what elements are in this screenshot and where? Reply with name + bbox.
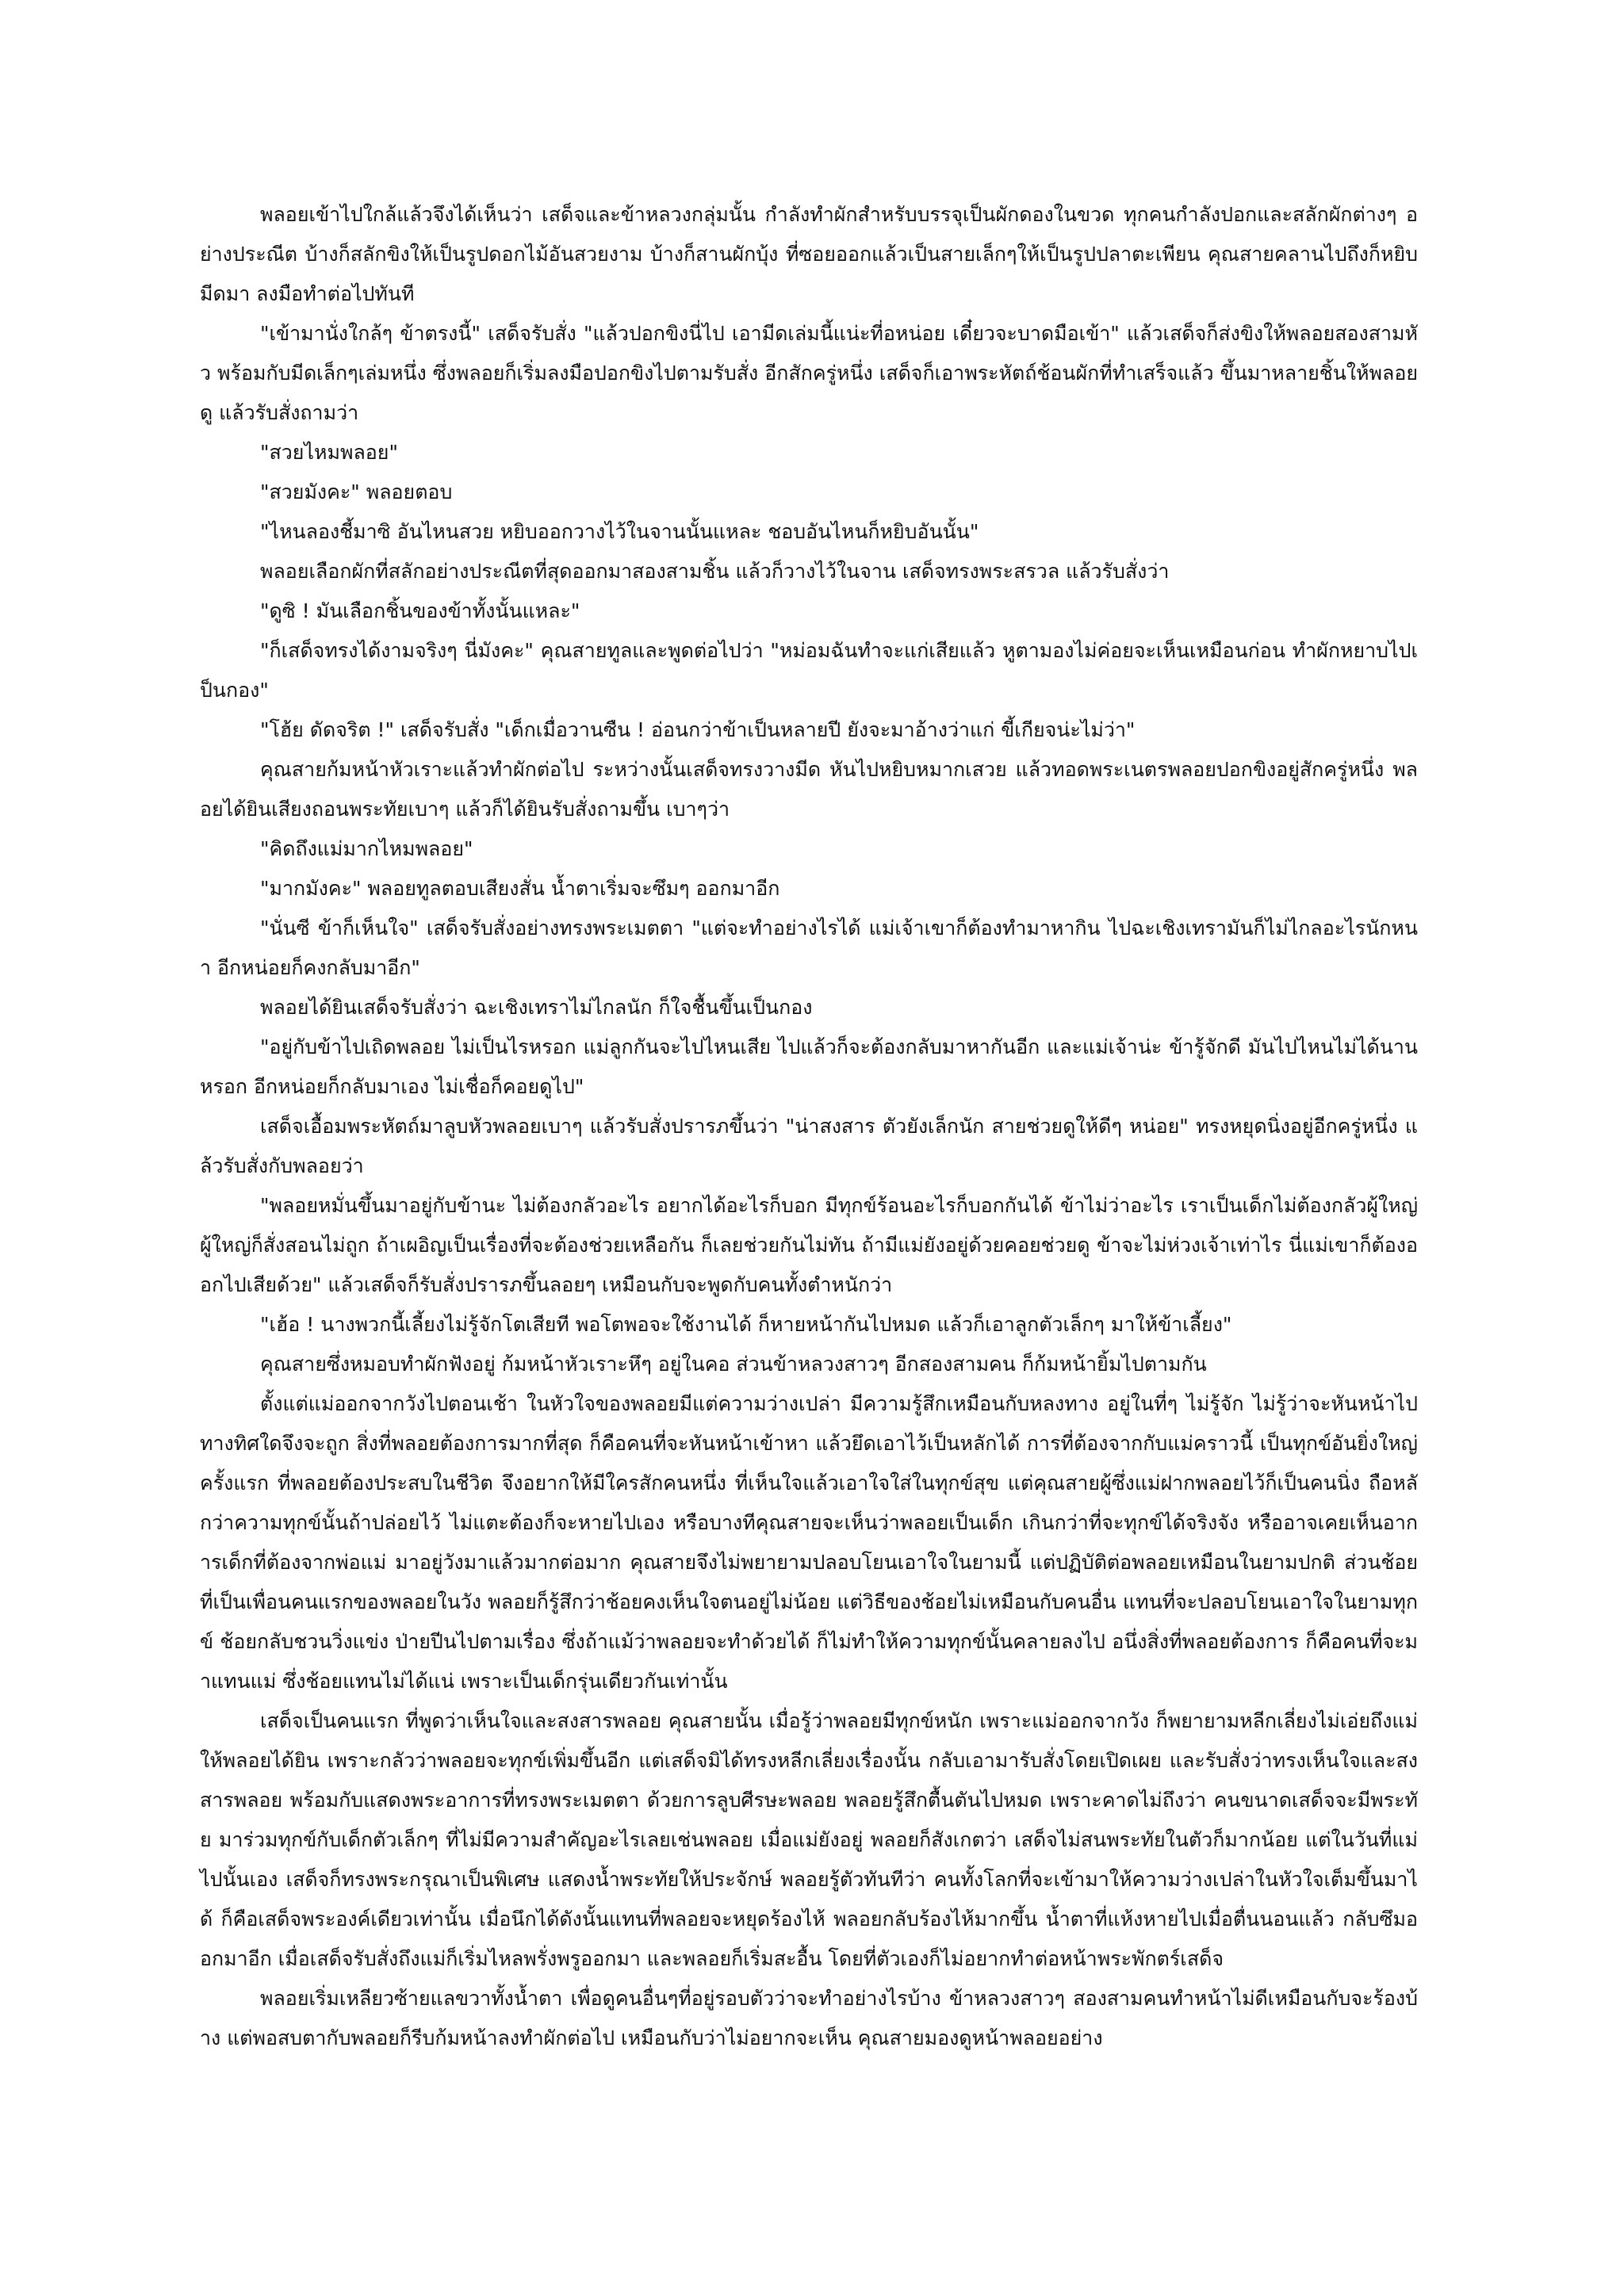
paragraph: "นั่นซี ข้าก็เห็นใจ" เสด็จรับสั่งอย่างทรงพระเมตตา "แต่จะทำอย่างไรได้ แม่เจ้าเขาก็ต้องทำมาหากิน ไปฉะเชิงเทรามันก็ไม่ไกลอะไรนักหนา อีกหน่อยก็คงกลับมาอีก" <box>200 916 1418 979</box>
paragraph: "อยู่กับข้าไปเถิดพลอย ไม่เป็นไรหรอก แม่ลูกกันจะไปไหนเสีย ไปแล้วก็จะต้องกลับมาหากันอีก และแม่เจ้าน่ะ ข้ารู้จักดี มันไปไหนไม่ได้นานหรอก อีกหน่อยก็กลับมาเอง ไม่เชื่อก็คอยดูไป" <box>200 1035 1418 1098</box>
paragraph: "สวยมังคะ" พลอยตอบ <box>260 480 453 503</box>
paragraph: "พลอยหมั่นขึ้นมาอยู่กับข้านะ ไม่ต้องกลัวอะไร อยากได้อะไรก็บอก มีทุกข์ร้อนอะไรก็บอกกันได้ ข้าไม่ว่าอะไร เราเป็นเด็กไม่ต้องกลัวผู้ใหญ่ ผู้ใหญ่ก็สั่งสอนไม่ถูก ถ้าเผอิญเป็นเรื่องที่จะต้องช่วยเหลือกัน ก็เลยช่วยกันไม่ทัน ถ้ามีแม่ยังอยู่ด้วยคอยช่วยดู ข้าจะไม่ห่วงเจ้าเท่าไร นี่แม่เขาก็ต้องออกไปเสียด้วย" แล้วเสด็จก็รับสั่งปรารภขึ้นลอยๆ เหมือนกับจะพูดกับคนทั้งตำหนักว่า <box>200 1194 1418 1296</box>
paragraph: เสด็จเป็นคนแรก ที่พูดว่าเห็นใจและสงสารพลอย คุณสายนั้น เมื่อรู้ว่าพลอยมีทุกข์หนัก เพราะแม่ออกจากวัง ก็พยายามหลีกเลี่ยงไม่เอ่ยถึงแม่ให้พลอยได้ยิน เพราะกลัวว่าพลอยจะทุกข์เพิ่มขึ้นอีก แต่เสด็จมิได้ทรงหลีกเลี่ยงเรื่องนั้น กลับเอามารับสั่งโดยเปิดเผย และรับสั่งว่าทรงเห็นใจและสงสารพลอย พร้อมกับแสดงพระอาการที่ทรงพระเมตตา ด้วยการลูบศีรษะพลอย พลอยรู้สึกตื้นตันไปหมด เพราะคาดไม่ถึงว่า คนขนาดเสด็จจะมีพระทัย มาร่วมทุกข์กับเด็กตัวเล็กๆ ที่ไม่มีความสำคัญอะไรเลยเช่นพลอย เมื่อแม่ยังอยู่ พลอยก็สังเกตว่า เสด็จไม่สนพระทัยในตัวก็มากน้อย แต่ในวันที่แม่ไปนั้นเอง เสด็จก็ทรงพระกรุณาเป็นพิเศษ แสดงน้ำพระทัยให้ประจักษ์ พลอยรู้ตัวทันทีว่า คนทั้งโลกที่จะเข้ามาให้ความว่างเปล่าในหัวใจเต็มขึ้นมาได้ ก็คือเสด็จพระองค์เดียวเท่านั้น เมื่อนึกได้ดังนั้นแทนที่พลอยจะหยุดร้องไห้ พลอยกลับร้องไห้มากขึ้น น้ำตาที่แห้งหายไปเมื่อตื่นนอนแล้ว กลับซึมออกมาอีก เมื่อเสด็จรับสั่งถึงแม่ก็เริ่มไหลพรั่งพรูออกมา และพลอยก็เริ่มสะอื้น โดยที่ตัวเองก็ไม่อยากทำต่อหน้าพระพักตร์เสด็จ <box>200 1709 1418 1970</box>
paragraph: คุณสายซึ่งหมอบทำผักฟังอยู่ ก้มหน้าหัวเราะหึๆ อยู่ในคอ ส่วนข้าหลวงสาวๆ อีกสองสามคน ก็ก้มหน้ายิ้มไปตามกัน <box>260 1353 1207 1376</box>
paragraph: "ดูซิ ! มันเลือกชิ้นของข้าทั้งนั้นแหละ" <box>260 599 580 622</box>
paragraph: "เข้ามานั่งใกล้ๆ ข้าตรงนี้" เสด็จรับสั่ง "แล้วปอกขิงนี่ไป เอามีดเล่มนี้แน่ะที่อหน่อย เดี๋ยวจะบาดมือเข้า" แล้วเสด็จก็ส่งขิงให้พลอยสองสามหัว พร้อมกับมีดเล็กๆเล่มหนึ่ง ซึ่งพลอยก็เริ่มลงมือปอกขิงไปตามรับสั่ง อีกสักครู่หนึ่ง เสด็จก็เอาพระหัตถ์ช้อนผักที่ทำเสร็จแล้ว ขึ้นมาหลายชิ้นให้พลอยดู แล้วรับสั่งถามว่า <box>200 322 1418 424</box>
paragraph: "ไหนลองชี้มาซิ อันไหนสวย หยิบออกวางไว้ในจานนั้นแหละ ชอบอันไหนก็หยิบอันนั้น" <box>260 520 979 543</box>
paragraph: ตั้งแต่แม่ออกจากวังไปตอนเช้า ในหัวใจของพลอยมีแต่ความว่างเปล่า มีความรู้สึกเหมือนกับหลงทาง อยู่ในที่ๆ ไม่รู้จัก ไม่รู้ว่าจะหันหน้าไปทางทิศใดจึงจะถูก สิ่งที่พลอยต้องการมากที่สุด ก็คือคนที่จะหันหน้าเข้าหา แล้วยึดเอาไว้เป็นหลักได้ การที่ต้องจากกับแม่คราวนี้ เป็นทุกข์อันยิ่งใหญ่ครั้งแรก ที่พลอยต้องประสบในชีวิต จึงอยากให้มีใครสักคนหนึ่ง ที่เห็นใจแล้วเอาใจใส่ในทุกข์สุข แต่คุณสายผู้ซึ่งแม่ฝากพลอยไว้ก็เป็นคนนิ่ง ถือหลักว่าความทุกข์นั้นถ้าปล่อยไว้ ไม่แตะต้องก็จะหายไปเอง หรือบางทีคุณสายจะเห็นว่าพลอยเป็นเด็ก เกินกว่าที่จะทุกข์ได้จริงจัง หรืออาจเคยเห็นอาการเด็กที่ต้องจากพ่อแม่ มาอยู่วังมาแล้วมากต่อมาก คุณสายจึงไม่พยายามปลอบโยนเอาใจในยามนี้ แต่ปฏิบัติต่อพลอยเหมือนในยามปกติ ส่วนช้อยที่เป็นเพื่อนคนแรกของพลอยในวัง พลอยก็รู้สึกว่าช้อยคงเห็นใจตนอยู่ไม่น้อย แต่วิธีของช้อยไม่เหมือนกับคนอื่น แทนที่จะปลอบโยนเอาใจในยามทุกข์ ช้อยกลับชวนวิ่งแข่ง ป่ายปีนไปตามเรื่อง ซึ่งถ้าแม้ว่าพลอยจะทำด้วยได้ ก็ไม่ทำให้ความทุกข์นั้นคลายลงไป อนึ่งสิ่งที่พลอยต้องการ ก็คือคนที่จะมาแทนแม่ ซึ่งช้อยแทนไม่ได้แน่ เพราะเป็นเด็กรุ่นเดียวกันเท่านั้น <box>200 1392 1418 1693</box>
paragraph: คุณสายก้มหน้าหัวเราะแล้วทำผักต่อไป ระหว่างนั้นเสด็จทรงวางมีด หันไปหยิบหมากเสวย แล้วทอดพระเนตรพลอยปอกขิงอยู่สักครู่หนึ่ง พลอยได้ยินเสียงถอนพระทัยเบาๆ แล้วก็ได้ยินรับสั่งถามขึ้น เบาๆว่า <box>200 758 1418 821</box>
paragraph: พลอยเริ่มเหลียวซ้ายแลขวาทั้งน้ำตา เพื่อดูคนอื่นๆที่อยู่รอบตัวว่าจะทำอย่างไรบ้าง ข้าหลวงสาวๆ สองสามคนทำหน้าไม่ดีเหมือนกับจะร้องบ้าง แต่พอสบตากับพลอยก็รีบก้มหน้าลงทำผักต่อไป เหมือนกับว่าไม่อยากจะเห็น คุณสายมองดูหน้าพลอยอย่าง <box>200 1987 1418 2049</box>
paragraph: "คิดถึงแม่มากไหมพลอย" <box>260 837 473 860</box>
paragraph: พลอยเลือกผักที่สลักอย่างประณีตที่สุดออกมาสองสามชิ้น แล้วก็วางไว้ในจาน เสด็จทรงพระสรวล แล้วรับสั่งว่า <box>260 560 1170 583</box>
paragraph: "เฮ้อ ! นางพวกนี้เลี้ยงไม่รู้จักโตเสียที พอโตพอจะใช้งานได้ ก็หายหน้ากันไปหมด แล้วก็เอาลูกตัวเล็กๆ มาให้ข้าเลี้ยง" <box>260 1313 1232 1336</box>
paragraph: เสด็จเอื้อมพระหัตถ์มาลูบหัวพลอยเบาๆ แล้วรับสั่งปรารภขึ้นว่า "น่าสงสาร ตัวยังเล็กนัก สายช่วยดูให้ดีๆ หน่อย" ทรงหยุดนิ่งอยู่อีกครู่หนึ่ง แล้วรับสั่งกับพลอยว่า <box>200 1115 1418 1177</box>
paragraph: "ก็เสด็จทรงได้งามจริงๆ นี่มังคะ" คุณสายทูลและพูดต่อไปว่า "หม่อมฉันทำจะแก่เสียแล้ว หูตามองไม่ค่อยจะเห็นเหมือนก่อน ทำผักหยาบไปเป็นกอง" <box>200 639 1418 702</box>
paragraph: พลอยเข้าไปใกล้แล้วจึงได้เห็นว่า เสด็จและข้าหลวงกลุ่มนั้น กำลังทำผักสำหรับบรรจุเป็นผักดองในขวด ทุกคนกำลังปอกและสลักผักต่างๆ อย่างประณีต บ้างก็สลักขิงให้เป็นรูปดอกไม้อันสวยงาม บ้างก็สานผักบุ้ง ที่ซอยออกแล้วเป็นสายเล็กๆให้เป็นรูปปลาตะเพียน คุณสายคลานไปถึงก็หยิบมีดมา ลงมือทำต่อไปทันที <box>200 203 1418 305</box>
paragraph: "สวยไหมพลอย" <box>260 441 398 464</box>
paragraph: "โฮ้ย ดัดจริต !" เสด็จรับสั่ง "เด็กเมื่อวานซืน ! อ่อนกว่าข้าเป็นหลายปี ยังจะมาอ้างว่าแก่ ขี้เกียจน่ะไม่ว่า" <box>260 718 1136 741</box>
paragraph: "มากมังคะ" พลอยทูลตอบเสียงสั่น น้ำตาเริ่มจะซึมๆ ออกมาอีก <box>260 877 780 900</box>
paragraph: พลอยได้ยินเสด็จรับสั่งว่า ฉะเชิงเทราไม่ไกลนัก ก็ใจชื้นขึ้นเป็นกอง <box>260 996 813 1019</box>
